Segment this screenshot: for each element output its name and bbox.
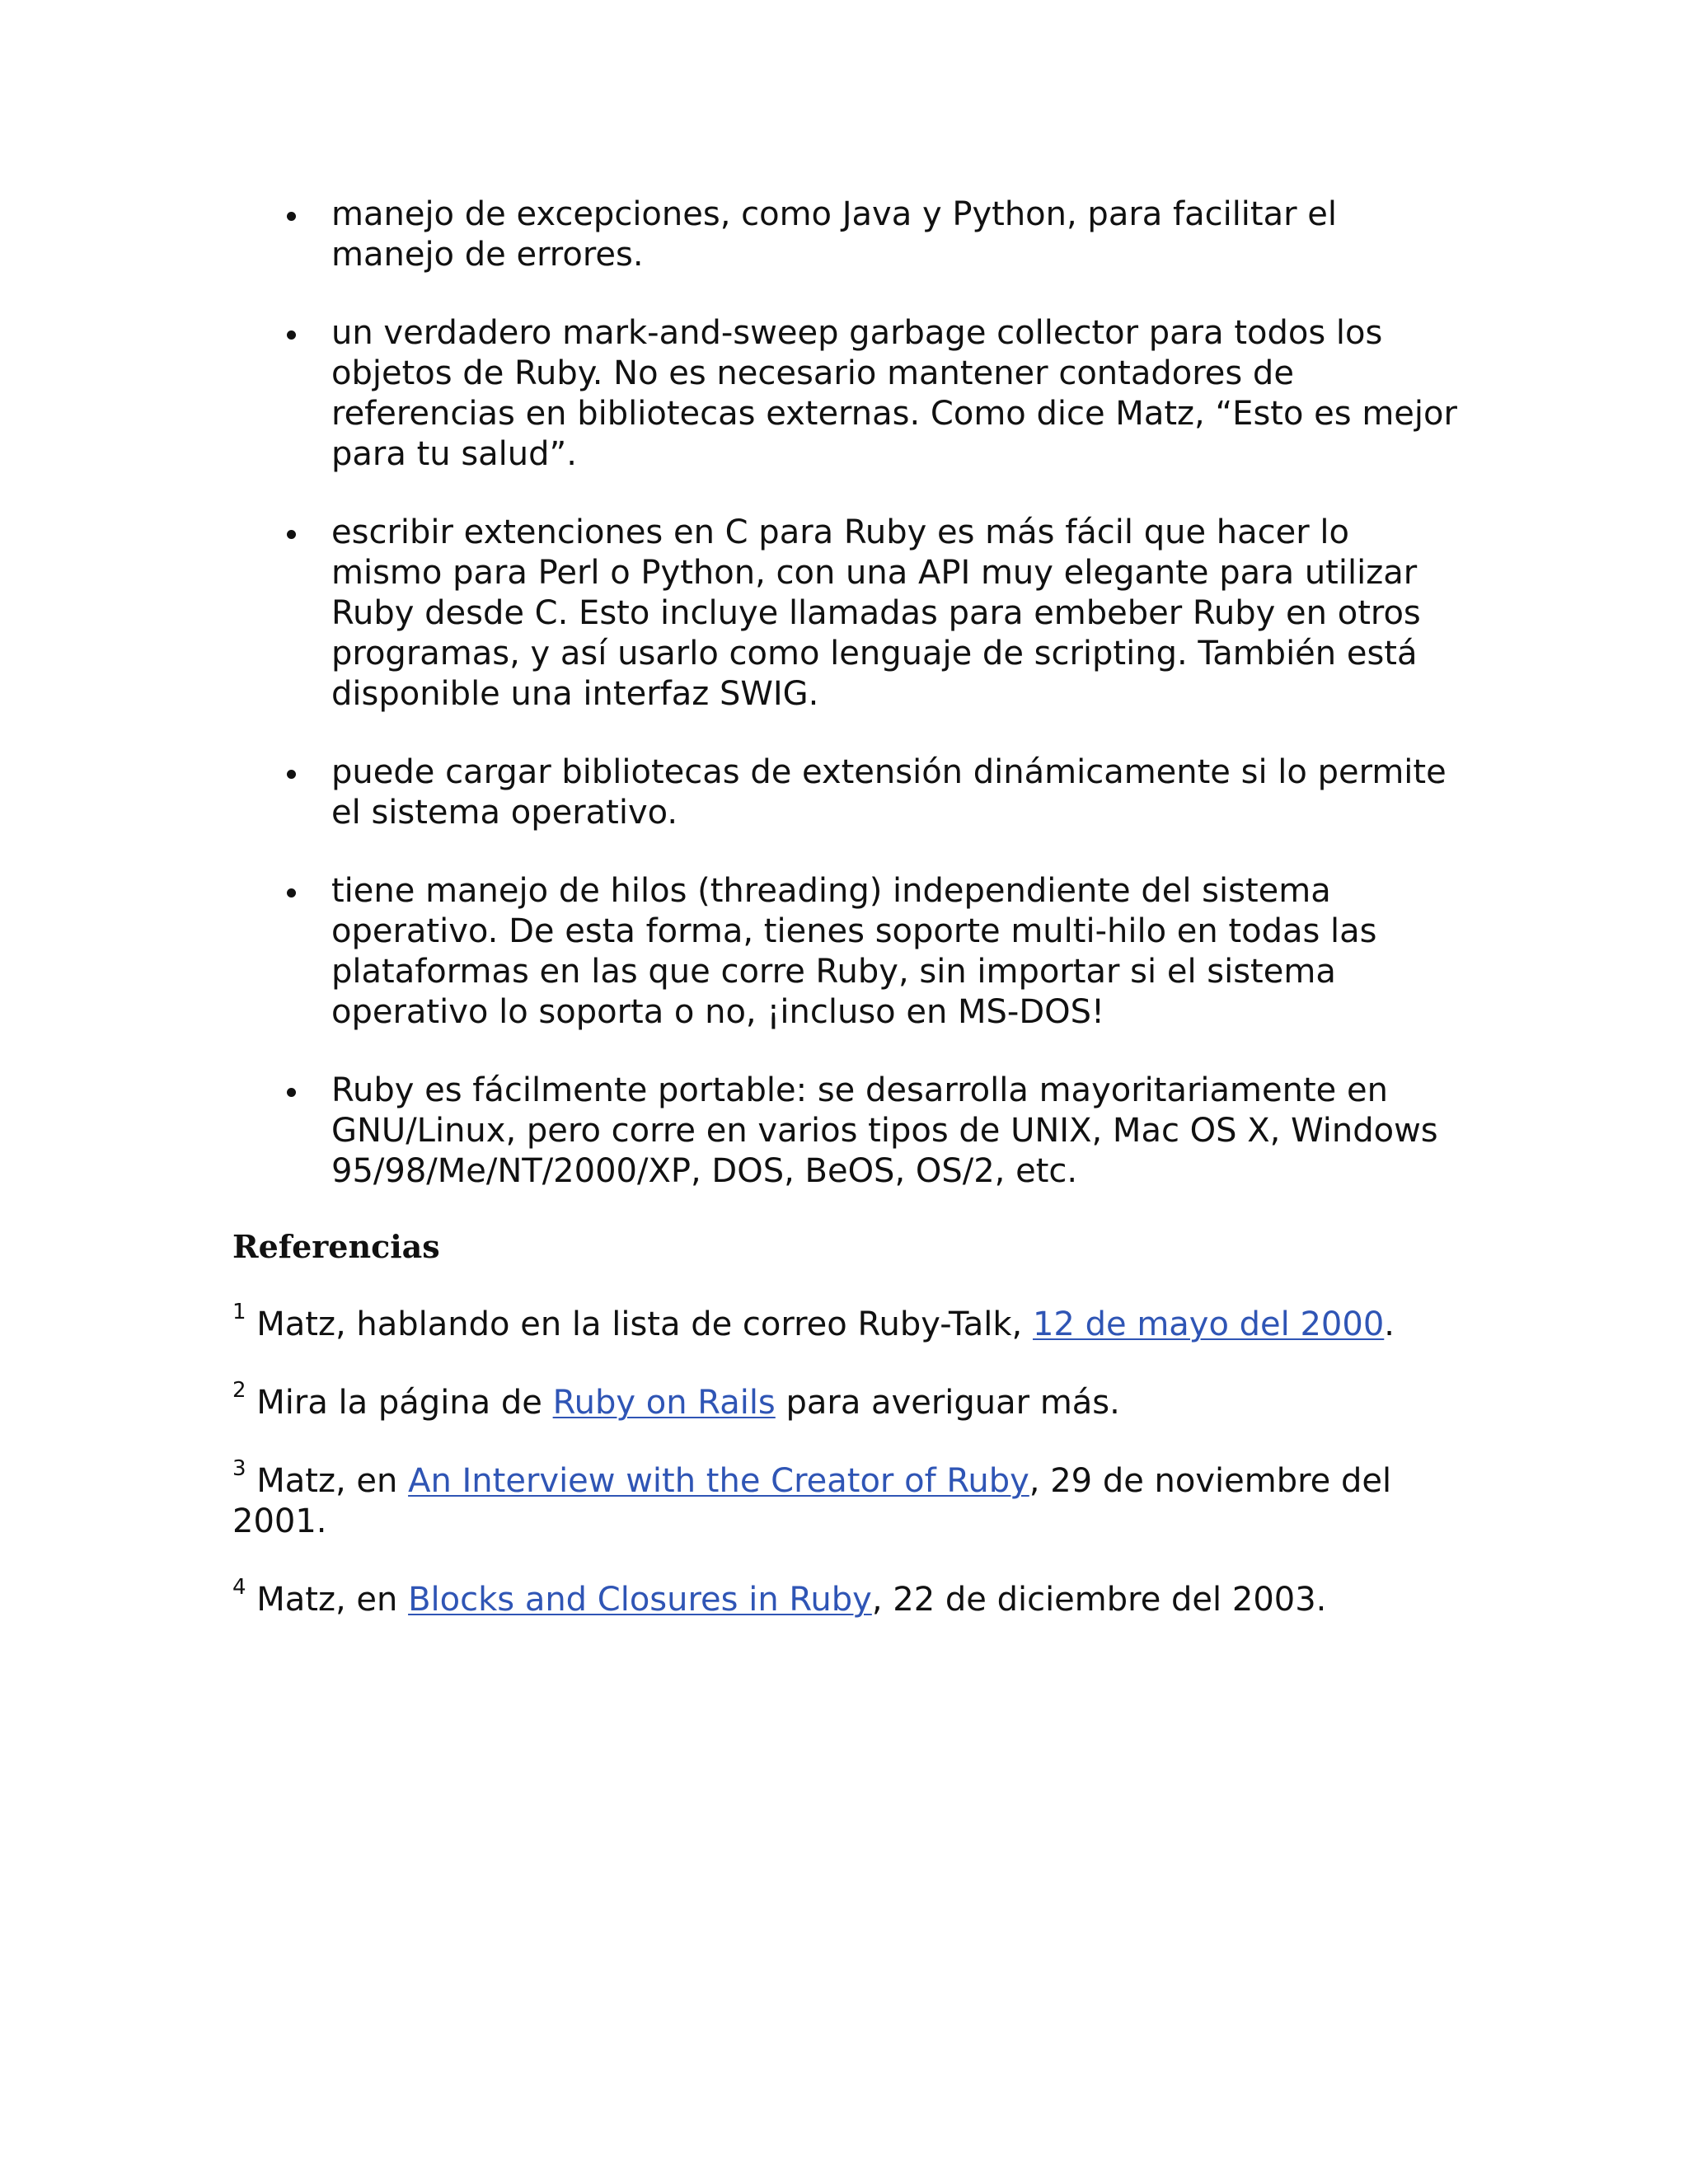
bullet-icon [287, 1088, 296, 1097]
list-item-text: un verdadero mark-and-sweep garbage collector para todos los objetos de Ruby. No es necesario mantener contadores de referencias en bibliotecas externas. Como dice Matz, “Esto es mejor para tu salud”. [331, 314, 1457, 473]
reference-text: Matz, hablando en la lista de correo Ruby-Talk, [246, 1305, 1033, 1343]
reference-item-4 [232, 1574, 1469, 1620]
reference-text: . [1384, 1305, 1395, 1343]
list-item-text: Ruby es fácilmente portable: se desarrolla mayoritariamente en GNU/Linux, pero corre en varios tipos de UNIX, Mac OS X, Windows 95/98/Me/NT/2000/XP, DOS, BeOS, OS/2, etc. [331, 1071, 1438, 1190]
reference-item-2 [232, 1377, 1469, 1423]
reference-link-ruby-talk[interactable]: 12 de mayo del 2000 [1032, 1305, 1385, 1343]
bullet-icon [287, 530, 296, 539]
reference-text: para averiguar más. [775, 1384, 1120, 1422]
footnote-number: 2 [232, 1377, 246, 1403]
footnote-number: 1 [232, 1299, 246, 1324]
list-item-text: puede cargar bibliotecas de extensión dinámicamente si lo permite el sistema operativo. [331, 753, 1447, 832]
reference-item-3 [232, 1455, 1469, 1542]
bullet-icon [287, 330, 296, 340]
reference-text: Matz, en [246, 1581, 409, 1619]
list-item-text: tiene manejo de hilos (threading) independiente del sistema operativo. De esta forma, tienes soporte multi-hilo en todas las plataformas en las que corre Ruby, sin importar si el sistema operativo lo soporta o no, ¡incluso en MS-DOS! [331, 872, 1377, 1031]
footnote-number: 4 [232, 1574, 246, 1600]
reference-link-ruby-on-rails[interactable]: Ruby on Rails [552, 1384, 776, 1422]
list-item [232, 871, 1469, 1033]
reference-link-blocks-closures[interactable]: Blocks and Closures in Ruby [408, 1581, 872, 1619]
document-page [232, 194, 1469, 1658]
reference-item-1 [232, 1299, 1469, 1345]
feature-list [232, 194, 1469, 1192]
reference-text: Matz, en [246, 1462, 409, 1500]
list-item-text: manejo de excepciones, como Java y Python, para facilitar el manejo de errores. [331, 195, 1337, 274]
bullet-icon [287, 212, 296, 221]
list-item [232, 194, 1469, 275]
list-item [232, 1071, 1469, 1192]
reference-text: , 22 de diciembre del 2003. [871, 1581, 1327, 1619]
reference-link-interview[interactable]: An Interview with the Creator of Ruby [408, 1462, 1029, 1500]
bullet-icon [287, 770, 296, 779]
list-item [232, 752, 1469, 833]
footnote-number: 3 [232, 1455, 246, 1481]
reference-text: Mira la página de [246, 1384, 553, 1422]
list-item [232, 513, 1469, 715]
references-heading: Referencias [232, 1228, 440, 1265]
reference-text: , 29 de noviembre del 2001. [232, 1462, 1392, 1540]
bullet-icon [287, 888, 296, 898]
list-item [232, 313, 1469, 475]
list-item-text: escribir extenciones en C para Ruby es más fácil que hacer lo mismo para Perl o Python, con una API muy elegante para utilizar Ruby desde C. Esto incluye llamadas para embeber Ruby en otros programas, y así usarlo como lenguaje de scripting. También está disponible una interfaz SWIG. [331, 513, 1421, 713]
